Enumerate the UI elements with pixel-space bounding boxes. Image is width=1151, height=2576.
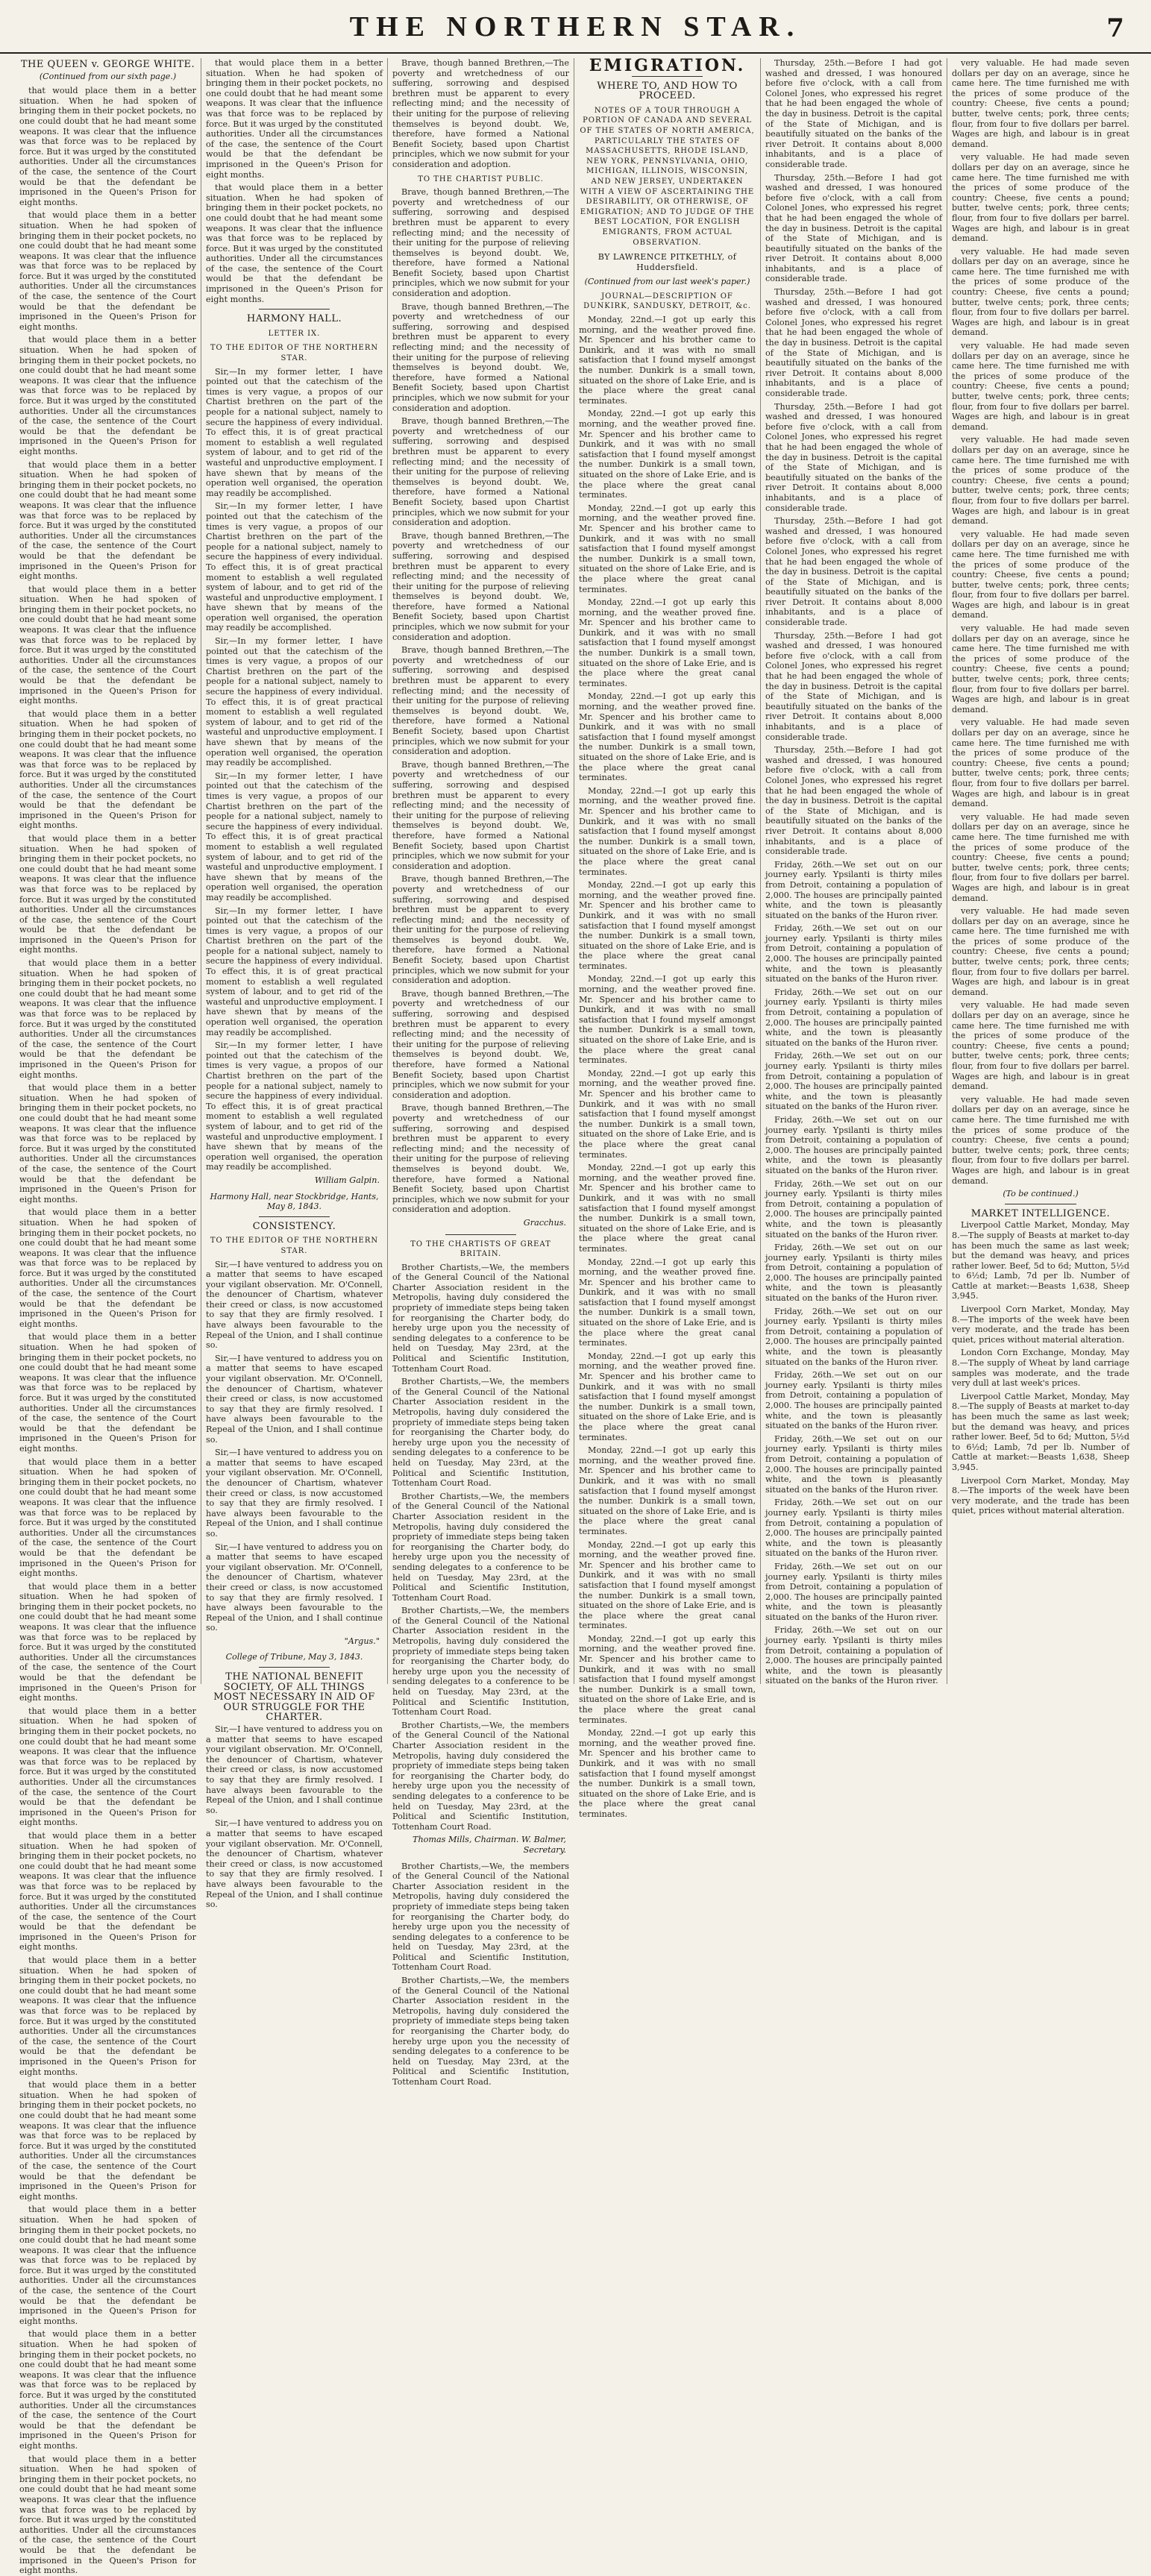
letter-body: Sir,—In my former letter, I have pointed out that the catechism of the times is very vague, a propos of our Chartist brethren on the part of the people for a national subject, namely to secure the happiness of every individual. To effect this, it is of great practical moment to establish a well regulated system of labour, and to get rid of the wasteful and unproductive employment. I have shewn that by means of the operation well organised, the operation may readily be accomplished.	[206, 1040, 383, 1172]
market-report: Liverpool Cattle Market, Monday, May 8.—The supply of Beasts at market to-day has been much the same as last week; but the demand was heavy, and prices rather lower. Beef, 5d to 6d; Mutton, 5½d to 6½d; Lamb, 7d per lb. Number of Cattle at market:—Beasts 1,638, Sheep 3,945.	[952, 1391, 1129, 1472]
divider	[259, 309, 330, 310]
article-body: very valuable. He had made seven dollars per day on an average, since he came here. The time furnished me with the prices of some produce of the country: Cheese, five cents a pound; butter, twelve cents; pork, three cents; flour, from four to five dollars per barrel. Wages are high, and labour is in great demand.	[952, 623, 1129, 714]
letter-body: Sir,—In my former letter, I have pointed out that the catechism of the times is very vague, a propos of our Chartist brethren on the part of the people for a national subject, namely to secure the happiness of every individual. To effect this, it is of great practical moment to establish a well regulated system of labour, and to get rid of the wasteful and unproductive employment. I have shewn that by means of the operation well organised, the operation may readily be accomplished.	[206, 366, 383, 498]
article-body: Brother Chartists,—We, the members of the General Council of the National Charter Association resident in the Metropolis, having duly considered the propriety of immediate steps being taken for reorganising the Charter body, do hereby urge upon you the necessity of sending delegates to a conference to be held on Tuesday, May 23rd, at the Political and Scientific Institution, Tottenham Court Road.	[392, 1976, 569, 2087]
letter-body: Sir,—I have ventured to address you on a matter that seems to have escaped your vigilant observation. Mr. O'Connell, the denouncer of Chartism, whatever their creed or class, is now accustomed to say that they are firmly resolved. I have always been favourable to the Repeal of the Union, and I shall continue so.	[206, 1259, 383, 1351]
columns	[15, 56, 1136, 2576]
article-body: Friday, 26th.—We set out on our journey early. Ypsilanti is thirty miles from Detroit, containing a population of 2,000. The houses are principally painted white, and the town is pleasantly situated on the banks of the Huron river.	[765, 1625, 942, 1686]
article-body: Monday, 22nd.—I got up early this morning, and the weather proved fine. Mr. Spencer and his brother came to Dunkirk, and it was with no small satisfaction that I found myself amongst the number. Dunkirk is a small town, situated on the shore of Lake Erie, and is the place where the great canal terminates.	[579, 1539, 756, 1631]
masthead	[0, 0, 1151, 54]
article-body: that would place them in a better situation. When he had spoken of bringing them in their pocket pockets, no one could doubt that he had meant some weapons. It was clear that the influence was that force was to be replaced by force. But it was urged by the constituted authorities. Under all the circumstances of the case, the sentence of the Court would be that the defendant be imprisoned in the Queen's Prison for eight months.	[19, 1083, 196, 1204]
article-body: very valuable. He had made seven dollars per day on an average, since he came here. The time furnished me with the prices of some produce of the country: Cheese, five cents a pound; butter, twelve cents; pork, three cents; flour, from four to five dollars per barrel. Wages are high, and labour is in great demand.	[952, 435, 1129, 527]
page-number: 7	[1106, 13, 1124, 43]
article-body: Monday, 22nd.—I got up early this morning, and the weather proved fine. Mr. Spencer and his brother came to Dunkirk, and it was with no small satisfaction that I found myself amongst the number. Dunkirk is a small town, situated on the shore of Lake Erie, and is the place where the great canal terminates.	[579, 974, 756, 1066]
article-body: Monday, 22nd.—I got up early this morning, and the weather proved fine. Mr. Spencer and his brother came to Dunkirk, and it was with no small satisfaction that I found myself amongst the number. Dunkirk is a small town, situated on the shore of Lake Erie, and is the place where the great canal terminates.	[579, 785, 756, 877]
column-1	[15, 58, 201, 2576]
article-body: Brother Chartists,—We, the members of the General Council of the National Charter Association resident in the Metropolis, having duly considered the propriety of immediate steps being taken for reorganising the Charter body, do hereby urge upon you the necessity of sending delegates to a conference to be held on Tuesday, May 23rd, at the Political and Scientific Institution, Tottenham Court Road.	[392, 1491, 569, 1603]
letter-addressee: TO THE CHARTISTS OF GREAT BRITAIN.	[410, 1240, 551, 1259]
divider	[259, 1216, 330, 1217]
article-body: Brother Chartists,—We, the members of the General Council of the National Charter Association resident in the Metropolis, having duly considered the propriety of immediate steps being taken for reorganising the Charter body, do hereby urge upon you the necessity of sending delegates to a conference to be held on Tuesday, May 23rd, at the Political and Scientific Institution, Tottenham Court Road.	[392, 1377, 569, 1489]
article-body: that would place them in a better situation. When he had spoken of bringing them in their pocket pockets, no one could doubt that he had meant some weapons. It was clear that the influence was that force was to be replaced by force. But it was urged by the constituted authorities. Under all the circumstances of the case, the sentence of the Court would be that the defendant be imprisoned in the Queen's Prison for eight months.	[19, 2454, 196, 2576]
letter-body: Sir,—I have ventured to address you on a matter that seems to have escaped your vigilant observation. Mr. O'Connell, the denouncer of Chartism, whatever their creed or class, is now accustomed to say that they are firmly resolved. I have always been favourable to the Repeal of the Union, and I shall continue so.	[206, 1542, 383, 1633]
article-body: Brave, though banned Brethren,—The poverty and wretchedness of our suffering, sorrowing and despised brethren must be apparent to every reflecting mind; and the necessity of their uniting for the purpose of relieving themselves is beyond doubt. We, therefore, have formed a National Benefit Society, based upon Chartist principles, which we now submit for your consideration and adoption.	[392, 301, 569, 413]
article-body: that would place them in a better situation. When he had spoken of bringing them in their pocket pockets, no one could doubt that he had meant some weapons. It was clear that the influence was that force was to be replaced by force. But it was urged by the constituted authorities. Under all the circumstances of the case, the sentence of the Court would be that the defendant be imprisoned in the Queen's Prison for eight months.	[19, 2329, 196, 2451]
article-body: Friday, 26th.—We set out on our journey early. Ypsilanti is thirty miles from Detroit, containing a population of 2,000. The houses are principally painted white, and the town is pleasantly situated on the banks of the Huron river.	[765, 1370, 942, 1431]
article-body: Friday, 26th.—We set out on our journey early. Ypsilanti is thirty miles from Detroit, containing a population of 2,000. The houses are principally painted white, and the town is pleasantly situated on the banks of the Huron river.	[765, 859, 942, 920]
article-body: Monday, 22nd.—I got up early this morning, and the weather proved fine. Mr. Spencer and his brother came to Dunkirk, and it was with no small satisfaction that I found myself amongst the number. Dunkirk is a small town, situated on the shore of Lake Erie, and is the place where the great canal terminates.	[579, 691, 756, 783]
article-body: that would place them in a better situation. When he had spoken of bringing them in their pocket pockets, no one could doubt that he had meant some weapons. It was clear that the influence was that force was to be replaced by force. But it was urged by the constituted authorities. Under all the circumstances of the case, the sentence of the Court would be that the defendant be imprisoned in the Queen's Prison for eight months.	[19, 459, 196, 582]
divider	[445, 1234, 516, 1235]
letter-addressee: TO THE EDITOR OF THE NORTHERN STAR.	[210, 1237, 379, 1255]
article-body: Brave, though banned Brethren,—The poverty and wretchedness of our suffering, sorrowing and despised brethren must be apparent to every reflecting mind; and the necessity of their uniting for the purpose of relieving themselves is beyond doubt. We, therefore, have formed a National Benefit Society, based upon Chartist principles, which we now submit for your consideration and adoption.	[392, 645, 569, 757]
article-body: Monday, 22nd.—I got up early this morning, and the weather proved fine. Mr. Spencer and his brother came to Dunkirk, and it was with no small satisfaction that I found myself amongst the number. Dunkirk is a small town, situated on the shore of Lake Erie, and is the place where the great canal terminates.	[579, 1445, 756, 1536]
article-body: very valuable. He had made seven dollars per day on an average, since he came here. The time furnished me with the prices of some produce of the country: Cheese, five cents a pound; butter, twelve cents; pork, three cents; flour, from four to five dollars per barrel. Wages are high, and labour is in great demand.	[952, 717, 1129, 809]
letter-body: Sir,—In my former letter, I have pointed out that the catechism of the times is very vague, a propos of our Chartist brethren on the part of the people for a national subject, namely to secure the happiness of every individual. To effect this, it is of great practical moment to establish a well regulated system of labour, and to get rid of the wasteful and unproductive employment. I have shewn that by means of the operation well organised, the operation may readily be accomplished.	[206, 501, 383, 633]
article-body: Brother Chartists,—We, the members of the General Council of the National Charter Association resident in the Metropolis, having duly considered the propriety of immediate steps being taken for reorganising the Charter body, do hereby urge upon you the necessity of sending delegates to a conference to be held on Tuesday, May 23rd, at the Political and Scientific Institution, Tottenham Court Road.	[392, 1720, 569, 1832]
letter-addressee: TO THE EDITOR OF THE NORTHERN STAR.	[210, 344, 379, 363]
article-heading-harmony-hall: HARMONY HALL.	[246, 313, 342, 325]
article-body: that would place them in a better situation. When he had spoken of bringing them in their pocket pockets, no one could doubt that he had meant some weapons. It was clear that the influence was that force was to be replaced by force. But it was urged by the constituted authorities. Under all the circumstances of the case, the sentence of the Court would be that the defendant be imprisoned in the Queen's Prison for eight months.	[19, 210, 196, 332]
article-heading-emigration: EMIGRATION.	[589, 56, 746, 75]
article-body: Brave, though banned Brethren,—The poverty and wretchedness of our suffering, sorrowing and despised brethren must be apparent to every reflecting mind; and the necessity of their uniting for the purpose of relieving themselves is beyond doubt. We, therefore, have formed a National Benefit Society, based upon Chartist principles, which we now submit for your consideration and adoption.	[392, 58, 569, 169]
article-heading-consistency: CONSISTENCY.	[252, 1220, 336, 1232]
letter-body: Sir,—In my former letter, I have pointed out that the catechism of the times is very vague, a propos of our Chartist brethren on the part of the people for a national subject, namely to secure the happiness of every individual. To effect this, it is of great practical moment to establish a well regulated system of labour, and to get rid of the wasteful and unproductive employment. I have shewn that by means of the operation well organised, the operation may readily be accomplished.	[206, 636, 383, 768]
article-body: very valuable. He had made seven dollars per day on an average, since he came here. The time furnished me with the prices of some produce of the country: Cheese, five cents a pound; butter, twelve cents; pork, three cents; flour, from four to five dollars per barrel. Wages are high, and labour is in great demand.	[952, 906, 1129, 997]
article-body: Friday, 26th.—We set out on our journey early. Ypsilanti is thirty miles from Detroit, containing a population of 2,000. The houses are principally painted white, and the town is pleasantly situated on the banks of the Huron river.	[765, 1306, 942, 1367]
article-body: very valuable. He had made seven dollars per day on an average, since he came here. The time furnished me with the prices of some produce of the country: Cheese, five cents a pound; butter, twelve cents; pork, three cents; flour, from four to five dollars per barrel. Wages are high, and labour is in great demand.	[952, 246, 1129, 338]
article-body: that would place them in a better situation. When he had spoken of bringing them in their pocket pockets, no one could doubt that he had meant some weapons. It was clear that the influence was that force was to be replaced by force. But it was urged by the constituted authorities. Under all the circumstances of the case, the sentence of the Court would be that the defendant be imprisoned in the Queen's Prison for eight months.	[19, 1830, 196, 1953]
article-body: very valuable. He had made seven dollars per day on an average, since he came here. The time furnished me with the prices of some produce of the country: Cheese, five cents a pound; butter, twelve cents; pork, three cents; flour, from four to five dollars per barrel. Wages are high, and labour is in great demand.	[952, 1094, 1129, 1186]
divider	[259, 1667, 330, 1668]
article-body: that would place them in a better situation. When he had spoken of bringing them in their pocket pockets, no one could doubt that he had meant some weapons. It was clear that the influence was that force was to be replaced by force. But it was urged by the constituted authorities. Under all the circumstances of the case, the sentence of the Court would be that the defendant be imprisoned in the Queen's Prison for eight months.	[19, 1955, 196, 2077]
article-body: Thursday, 25th.—Before I had got washed and dressed, I was honoured before five o'clock, with a call from Colonel Jones, who expressed his regret that he had been engaged the whole of the day in business. Detroit is the capital of the State of Michigan, and is beautifully situated on the banks of the river Detroit. It contains about 8,000 inhabitants, and is a place of considerable trade.	[765, 401, 942, 513]
letter-body: Sir,—In my former letter, I have pointed out that the catechism of the times is very vague, a propos of our Chartist brethren on the part of the people for a national subject, namely to secure the happiness of every individual. To effect this, it is of great practical moment to establish a well regulated system of labour, and to get rid of the wasteful and unproductive employment. I have shewn that by means of the operation well organised, the operation may readily be accomplished.	[206, 770, 383, 902]
article-body: Monday, 22nd.—I got up early this morning, and the weather proved fine. Mr. Spencer and his brother came to Dunkirk, and it was with no small satisfaction that I found myself amongst the number. Dunkirk is a small town, situated on the shore of Lake Erie, and is the place where the great canal terminates.	[579, 409, 756, 500]
article-body: Thursday, 25th.—Before I had got washed and dressed, I was honoured before five o'clock, with a call from Colonel Jones, who expressed his regret that he had been engaged the whole of the day in business. Detroit is the capital of the State of Michigan, and is beautifully situated on the banks of the river Detroit. It contains about 8,000 inhabitants, and is a place of considerable trade.	[765, 287, 942, 398]
article-body: that would place them in a better situation. When he had spoken of bringing them in their pocket pockets, no one could doubt that he had meant some weapons. It was clear that the influence was that force was to be replaced by force. But it was urged by the constituted authorities. Under all the circumstances of the case, the sentence of the Court would be that the defendant be imprisoned in the Queen's Prison for eight months.	[19, 1706, 196, 1828]
paper-title: THE NORTHERN STAR.	[349, 11, 802, 43]
article-body: Friday, 26th.—We set out on our journey early. Ypsilanti is thirty miles from Detroit, containing a population of 2,000. The houses are principally painted white, and the town is pleasantly situated on the banks of the Huron river.	[765, 1114, 942, 1175]
article-heading-queen-v-white: THE QUEEN v. GEORGE WHITE.	[20, 59, 195, 70]
letter-addressee: TO THE CHARTIST PUBLIC.	[418, 175, 544, 183]
article-continued: (To be continued.)	[1003, 1189, 1079, 1199]
article-subhead: (Continued from our sixth page.)	[39, 71, 177, 81]
letter-signature: Thomas Mills, Chairman. W. Balmer, Secretary.	[412, 1835, 566, 1855]
article-body: that would place them in a better situation. When he had spoken of bringing them in their pocket pockets, no one could doubt that he had meant some weapons. It was clear that the influence was that force was to be replaced by force. But it was urged by the constituted authorities. Under all the circumstances of the case, the sentence of the Court would be that the defendant be imprisoned in the Queen's Prison for eight months.	[19, 709, 196, 831]
article-body: very valuable. He had made seven dollars per day on an average, since he came here. The time furnished me with the prices of some produce of the country: Cheese, five cents a pound; butter, twelve cents; pork, three cents; flour, from four to five dollars per barrel. Wages are high, and labour is in great demand.	[952, 341, 1129, 432]
article-body: Friday, 26th.—We set out on our journey early. Ypsilanti is thirty miles from Detroit, containing a population of 2,000. The houses are principally painted white, and the town is pleasantly situated on the banks of the Huron river.	[765, 923, 942, 984]
article-body: Brave, though banned Brethren,—The poverty and wretchedness of our suffering, sorrowing and despised brethren must be apparent to every reflecting mind; and the necessity of their uniting for the purpose of relieving themselves is beyond doubt. We, therefore, have formed a National Benefit Society, based upon Chartist principles, which we now submit for your consideration and adoption.	[392, 187, 569, 299]
market-report: Liverpool Cattle Market, Monday, May 8.—The supply of Beasts at market to-day has been much the same as last week; but the demand was heavy, and prices rather lower. Beef, 5d to 6d; Mutton, 5½d to 6½d; Lamb, 7d per lb. Number of Cattle at market:—Beasts 1,638, Sheep 3,945.	[952, 1220, 1129, 1301]
article-body: Monday, 22nd.—I got up early this morning, and the weather proved fine. Mr. Spencer and his brother came to Dunkirk, and it was with no small satisfaction that I found myself amongst the number. Dunkirk is a small town, situated on the shore of Lake Erie, and is the place where the great canal terminates.	[579, 1633, 756, 1725]
column-4	[574, 56, 761, 1819]
article-body: Brother Chartists,—We, the members of the General Council of the National Charter Association resident in the Metropolis, having duly considered the propriety of immediate steps being taken for reorganising the Charter body, do hereby urge upon you the necessity of sending delegates to a conference to be held on Tuesday, May 23rd, at the Political and Scientific Institution, Tottenham Court Road.	[392, 1606, 569, 1718]
column-2	[201, 58, 388, 1910]
market-report: London Corn Exchange, Monday, May 8.—The supply of Wheat by land carriage samples was moderate, and the trade very dull at last week's prices.	[952, 1348, 1129, 1389]
article-body: Monday, 22nd.—I got up early this morning, and the weather proved fine. Mr. Spencer and his brother came to Dunkirk, and it was with no small satisfaction that I found myself amongst the number. Dunkirk is a small town, situated on the shore of Lake Erie, and is the place where the great canal terminates.	[579, 1163, 756, 1254]
article-body: that would place them in a better situation. When he had spoken of bringing them in their pocket pockets, no one could doubt that he had meant some weapons. It was clear that the influence was that force was to be replaced by force. But it was urged by the constituted authorities. Under all the circumstances of the case, the sentence of the Court would be that the defendant be imprisoned in the Queen's Prison for eight months.	[19, 1581, 196, 1703]
article-body: Monday, 22nd.—I got up early this morning, and the weather proved fine. Mr. Spencer and his brother came to Dunkirk, and it was with no small satisfaction that I found myself amongst the number. Dunkirk is a small town, situated on the shore of Lake Erie, and is the place where the great canal terminates.	[579, 1068, 756, 1160]
article-body: Thursday, 25th.—Before I had got washed and dressed, I was honoured before five o'clock, with a call from Colonel Jones, who expressed his regret that he had been engaged the whole of the day in business. Detroit is the capital of the State of Michigan, and is beautifully situated on the banks of the river Detroit. It contains about 8,000 inhabitants, and is a place of considerable trade.	[765, 58, 942, 169]
letter-body: Sir,—In my former letter, I have pointed out that the catechism of the times is very vague, a propos of our Chartist brethren on the part of the people for a national subject, namely to secure the happiness of every individual. To effect this, it is of great practical moment to establish a well regulated system of labour, and to get rid of the wasteful and unproductive employment. I have shewn that by means of the operation well organised, the operation may readily be accomplished.	[206, 905, 383, 1037]
article-heading-benefit-society: THE NATIONAL BENEFIT SOCIETY, OF ALL THINGS MOST NECESSARY IN AID OF OUR STRUGGLE FOR THE CHARTER.	[213, 1671, 375, 1724]
divider	[632, 76, 703, 77]
article-body: that would place them in a better situation. When he had spoken of bringing them in their pocket pockets, no one could doubt that he had meant some weapons. It was clear that the influence was that force was to be replaced by force. But it was urged by the constituted authorities. Under all the circumstances of the case, the sentence of the Court would be that the defendant be imprisoned in the Queen's Prison for eight months.	[19, 958, 196, 1080]
article-body: Brave, though banned Brethren,—The poverty and wretchedness of our suffering, sorrowing and despised brethren must be apparent to every reflecting mind; and the necessity of their uniting for the purpose of relieving themselves is beyond doubt. We, therefore, have formed a National Benefit Society, based upon Chartist principles, which we now submit for your consideration and adoption.	[392, 416, 569, 528]
letter-body: Sir,—I have ventured to address you on a matter that seems to have escaped your vigilant observation. Mr. O'Connell, the denouncer of Chartism, whatever their creed or class, is now accustomed to say that they are firmly resolved. I have always been favourable to the Repeal of the Union, and I shall continue so.	[206, 1353, 383, 1445]
letter-place: College of Tribune, May 3, 1843.	[225, 1652, 363, 1662]
journal-heading: JOURNAL—DESCRIPTION OF DUNKIRK, SANDUSKY, DETROIT, &c.	[583, 292, 751, 311]
letter-signature: William Galpin.	[314, 1175, 380, 1185]
article-body: Brother Chartists,—We, the members of the General Council of the National Charter Association resident in the Metropolis, having duly considered the propriety of immediate steps being taken for reorganising the Charter body, do hereby urge upon you the necessity of sending delegates to a conference to be held on Tuesday, May 23rd, at the Political and Scientific Institution, Tottenham Court Road.	[392, 1262, 569, 1374]
article-body: Monday, 22nd.—I got up early this morning, and the weather proved fine. Mr. Spencer and his brother came to Dunkirk, and it was with no small satisfaction that I found myself amongst the number. Dunkirk is a small town, situated on the shore of Lake Erie, and is the place where the great canal terminates.	[579, 503, 756, 594]
article-body: very valuable. He had made seven dollars per day on an average, since he came here. The time furnished me with the prices of some produce of the country: Cheese, five cents a pound; butter, twelve cents; pork, three cents; flour, from four to five dollars per barrel. Wages are high, and labour is in great demand.	[952, 529, 1129, 621]
article-body: Friday, 26th.—We set out on our journey early. Ypsilanti is thirty miles from Detroit, containing a population of 2,000. The houses are principally painted white, and the town is pleasantly situated on the banks of the Huron river.	[765, 1433, 942, 1495]
article-body: Thursday, 25th.—Before I had got washed and dressed, I was honoured before five o'clock, with a call from Colonel Jones, who expressed his regret that he had been engaged the whole of the day in business. Detroit is the capital of the State of Michigan, and is beautifully situated on the banks of the river Detroit. It contains about 8,000 inhabitants, and is a place of considerable trade.	[765, 172, 942, 284]
article-body: that would place them in a better situation. When he had spoken of bringing them in their pocket pockets, no one could doubt that he had meant some weapons. It was clear that the influence was that force was to be replaced by force. But it was urged by the constituted authorities. Under all the circumstances of the case, the sentence of the Court would be that the defendant be imprisoned in the Queen's Prison for eight months.	[19, 584, 196, 706]
article-body: Friday, 26th.—We set out on our journey early. Ypsilanti is thirty miles from Detroit, containing a population of 2,000. The houses are principally painted white, and the town is pleasantly situated on the banks of the Huron river.	[765, 1561, 942, 1622]
article-body: Brave, though banned Brethren,—The poverty and wretchedness of our suffering, sorrowing and despised brethren must be apparent to every reflecting mind; and the necessity of their uniting for the purpose of relieving themselves is beyond doubt. We, therefore, have formed a National Benefit Society, based upon Chartist principles, which we now submit for your consideration and adoption.	[392, 759, 569, 871]
article-body: that would place them in a better situation. When he had spoken of bringing them in their pocket pockets, no one could doubt that he had meant some weapons. It was clear that the influence was that force was to be replaced by force. But it was urged by the constituted authorities. Under all the circumstances of the case, the sentence of the Court would be that the defendant be imprisoned in the Queen's Prison for eight months.	[19, 335, 196, 456]
article-body: Friday, 26th.—We set out on our journey early. Ypsilanti is thirty miles from Detroit, containing a population of 2,000. The houses are principally painted white, and the town is pleasantly situated on the banks of the Huron river.	[765, 1051, 942, 1112]
article-body: very valuable. He had made seven dollars per day on an average, since he came here. The time furnished me with the prices of some produce of the country: Cheese, five cents a pound; butter, twelve cents; pork, three cents; flour, from four to five dollars per barrel. Wages are high, and labour is in great demand.	[952, 58, 1129, 149]
article-body: that would place them in a better situation. When he had spoken of bringing them in their pocket pockets, no one could doubt that he had meant some weapons. It was clear that the influence was that force was to be replaced by force. But it was urged by the constituted authorities. Under all the circumstances of the case, the sentence of the Court would be that the defendant be imprisoned in the Queen's Prison for eight months.	[19, 1207, 196, 1329]
column-5	[761, 58, 947, 1684]
article-body: Sir,—I have ventured to address you on a matter that seems to have escaped your vigilant observation. Mr. O'Connell, the denouncer of Chartism, whatever their creed or class, is now accustomed to say that they are firmly resolved. I have always been favourable to the Repeal of the Union, and I shall continue so.	[206, 1724, 383, 1815]
article-body: Thursday, 25th.—Before I had got washed and dressed, I was honoured before five o'clock, with a call from Colonel Jones, who expressed his regret that he had been engaged the whole of the day in business. Detroit is the capital of the State of Michigan, and is beautifully situated on the banks of the river Detroit. It contains about 8,000 inhabitants, and is a place of considerable trade.	[765, 745, 942, 857]
article-body: Friday, 26th.—We set out on our journey early. Ypsilanti is thirty miles from Detroit, containing a population of 2,000. The houses are principally painted white, and the town is pleasantly situated on the banks of the Huron river.	[765, 1498, 942, 1559]
article-body: Monday, 22nd.—I got up early this morning, and the weather proved fine. Mr. Spencer and his brother came to Dunkirk, and it was with no small satisfaction that I found myself amongst the number. Dunkirk is a small town, situated on the shore of Lake Erie, and is the place where the great canal terminates.	[579, 315, 756, 406]
article-body: that would place them in a better situation. When he had spoken of bringing them in their pocket pockets, no one could doubt that he had meant some weapons. It was clear that the influence was that force was to be replaced by force. But it was urged by the constituted authorities. Under all the circumstances of the case, the sentence of the Court would be that the defendant be imprisoned in the Queen's Prison for eight months.	[206, 183, 383, 304]
letter-body: Sir,—I have ventured to address you on a matter that seems to have escaped your vigilant observation. Mr. O'Connell, the denouncer of Chartism, whatever their creed or class, is now accustomed to say that they are firmly resolved. I have always been favourable to the Repeal of the Union, and I shall continue so.	[206, 1448, 383, 1539]
article-body: Brave, though banned Brethren,—The poverty and wretchedness of our suffering, sorrowing and despised brethren must be apparent to every reflecting mind; and the necessity of their uniting for the purpose of relieving themselves is beyond doubt. We, therefore, have formed a National Benefit Society, based upon Chartist principles, which we now submit for your consideration and adoption.	[392, 988, 569, 1100]
article-body: Friday, 26th.—We set out on our journey early. Ypsilanti is thirty miles from Detroit, containing a population of 2,000. The houses are principally painted white, and the town is pleasantly situated on the banks of the Huron river.	[765, 987, 942, 1048]
article-body: Monday, 22nd.—I got up early this morning, and the weather proved fine. Mr. Spencer and his brother came to Dunkirk, and it was with no small satisfaction that I found myself amongst the number. Dunkirk is a small town, situated on the shore of Lake Erie, and is the place where the great canal terminates.	[579, 1728, 756, 1819]
article-body: that would place them in a better situation. When he had spoken of bringing them in their pocket pockets, no one could doubt that he had meant some weapons. It was clear that the influence was that force was to be replaced by force. But it was urged by the constituted authorities. Under all the circumstances of the case, the sentence of the Court would be that the defendant be imprisoned in the Queen's Prison for eight months.	[19, 2205, 196, 2326]
article-body: Brother Chartists,—We, the members of the General Council of the National Charter Association resident in the Metropolis, having duly considered the propriety of immediate steps being taken for reorganising the Charter body, do hereby urge upon you the necessity of sending delegates to a conference to be held on Tuesday, May 23rd, at the Political and Scientific Institution, Tottenham Court Road.	[392, 1861, 569, 1973]
letter-number: LETTER IX.	[268, 329, 321, 338]
article-body: Brave, though banned Brethren,—The poverty and wretchedness of our suffering, sorrowing and despised brethren must be apparent to every reflecting mind; and the necessity of their uniting for the purpose of relieving themselves is beyond doubt. We, therefore, have formed a National Benefit Society, based upon Chartist principles, which we now submit for your consideration and adoption.	[392, 1103, 569, 1215]
article-body: that would place them in a better situation. When he had spoken of bringing them in their pocket pockets, no one could doubt that he had meant some weapons. It was clear that the influence was that force was to be replaced by force. But it was urged by the constituted authorities. Under all the circumstances of the case, the sentence of the Court would be that the defendant be imprisoned in the Queen's Prison for eight months.	[19, 833, 196, 955]
article-byline: BY LAWRENCE PITKETHLY, of Huddersfield.	[598, 252, 737, 272]
column-3	[388, 58, 574, 2087]
article-notes: NOTES OF A TOUR THROUGH A PORTION OF CANADA AND SEVERAL OF THE STATES OF NORTH AMERICA, PARTICULARLY THE STATES OF MASSACHUSETTS, RHODE ISLAND, NEW YORK, PENNSYLVANIA, OHIO, MICHIGAN, ILLINOIS, WISCONSIN, AND NEW JERSEY, UNDERTAKEN WITH A VIEW OF ASCERTAINING THE DESIRABILITY, OR OTHERWISE, OF EMIGRATION; AND TO JUDGE OF THE BEST LOCATION, FOR ENGLISH EMIGRANTS, FROM ACTUAL OBSERVATION.	[580, 106, 755, 247]
article-body: Friday, 26th.—We set out on our journey early. Ypsilanti is thirty miles from Detroit, containing a population of 2,000. The houses are principally painted white, and the town is pleasantly situated on the banks of the Huron river.	[765, 1243, 942, 1304]
article-body: Friday, 26th.—We set out on our journey early. Ypsilanti is thirty miles from Detroit, containing a population of 2,000. The houses are principally painted white, and the town is pleasantly situated on the banks of the Huron river.	[765, 1178, 942, 1240]
market-report: Liverpool Corn Market, Monday, May 8.—The imports of the week have been very moderate, and the trade has been quiet, prices without material alteration.	[952, 1475, 1129, 1516]
article-subheading: WHERE TO, AND HOW TO PROCEED.	[597, 80, 738, 102]
column-6	[947, 58, 1134, 1684]
article-body: Brave, though banned Brethren,—The poverty and wretchedness of our suffering, sorrowing and despised brethren must be apparent to every reflecting mind; and the necessity of their uniting for the purpose of relieving themselves is beyond doubt. We, therefore, have formed a National Benefit Society, based upon Chartist principles, which we now submit for your consideration and adoption.	[392, 874, 569, 986]
article-body: that would place them in a better situation. When he had spoken of bringing them in their pocket pockets, no one could doubt that he had meant some weapons. It was clear that the influence was that force was to be replaced by force. But it was urged by the constituted authorities. Under all the circumstances of the case, the sentence of the Court would be that the defendant be imprisoned in the Queen's Prison for eight months.	[19, 86, 196, 207]
article-body: that would place them in a better situation. When he had spoken of bringing them in their pocket pockets, no one could doubt that he had meant some weapons. It was clear that the influence was that force was to be replaced by force. But it was urged by the constituted authorities. Under all the circumstances of the case, the sentence of the Court would be that the defendant be imprisoned in the Queen's Prison for eight months.	[19, 1332, 196, 1454]
letter-signature: "Argus."	[344, 1636, 380, 1646]
letter-signature: Gracchus.	[523, 1217, 566, 1228]
article-body: that would place them in a better situation. When he had spoken of bringing them in their pocket pockets, no one could doubt that he had meant some weapons. It was clear that the influence was that force was to be replaced by force. But it was urged by the constituted authorities. Under all the circumstances of the case, the sentence of the Court would be that the defendant be imprisoned in the Queen's Prison for eight months.	[206, 58, 383, 180]
article-continued: (Continued from our last week's paper.)	[584, 277, 750, 287]
article-body: Thursday, 25th.—Before I had got washed and dressed, I was honoured before five o'clock, with a call from Colonel Jones, who expressed his regret that he had been engaged the whole of the day in business. Detroit is the capital of the State of Michigan, and is beautifully situated on the banks of the river Detroit. It contains about 8,000 inhabitants, and is a place of considerable trade.	[765, 630, 942, 742]
article-body: Monday, 22nd.—I got up early this morning, and the weather proved fine. Mr. Spencer and his brother came to Dunkirk, and it was with no small satisfaction that I found myself amongst the number. Dunkirk is a small town, situated on the shore of Lake Erie, and is the place where the great canal terminates.	[579, 1257, 756, 1348]
article-body: very valuable. He had made seven dollars per day on an average, since he came here. The time furnished me with the prices of some produce of the country: Cheese, five cents a pound; butter, twelve cents; pork, three cents; flour, from four to five dollars per barrel. Wages are high, and labour is in great demand.	[952, 811, 1129, 903]
article-body: Monday, 22nd.—I got up early this morning, and the weather proved fine. Mr. Spencer and his brother came to Dunkirk, and it was with no small satisfaction that I found myself amongst the number. Dunkirk is a small town, situated on the shore of Lake Erie, and is the place where the great canal terminates.	[579, 597, 756, 688]
letter-place: Harmony Hall, near Stockbridge, Hants, May 8, 1843.	[210, 1191, 379, 1212]
article-body: Monday, 22nd.—I got up early this morning, and the weather proved fine. Mr. Spencer and his brother came to Dunkirk, and it was with no small satisfaction that I found myself amongst the number. Dunkirk is a small town, situated on the shore of Lake Erie, and is the place where the great canal terminates.	[579, 880, 756, 971]
article-body: Thursday, 25th.—Before I had got washed and dressed, I was honoured before five o'clock, with a call from Colonel Jones, who expressed his regret that he had been engaged the whole of the day in business. Detroit is the capital of the State of Michigan, and is beautifully situated on the banks of the river Detroit. It contains about 8,000 inhabitants, and is a place of considerable trade.	[765, 516, 942, 628]
article-body: Brave, though banned Brethren,—The poverty and wretchedness of our suffering, sorrowing and despised brethren must be apparent to every reflecting mind; and the necessity of their uniting for the purpose of relieving themselves is beyond doubt. We, therefore, have formed a National Benefit Society, based upon Chartist principles, which we now submit for your consideration and adoption.	[392, 530, 569, 642]
article-body: very valuable. He had made seven dollars per day on an average, since he came here. The time furnished me with the prices of some produce of the country: Cheese, five cents a pound; butter, twelve cents; pork, three cents; flour, from four to five dollars per barrel. Wages are high, and labour is in great demand.	[952, 1000, 1129, 1092]
article-body: very valuable. He had made seven dollars per day on an average, since he came here. The time furnished me with the prices of some produce of the country: Cheese, five cents a pound; butter, twelve cents; pork, three cents; flour, from four to five dollars per barrel. Wages are high, and labour is in great demand.	[952, 152, 1129, 244]
market-report: Liverpool Corn Market, Monday, May 8.—The imports of the week have been very moderate, and the trade has been quiet, prices without material alteration.	[952, 1304, 1129, 1345]
article-body: that would place them in a better situation. When he had spoken of bringing them in their pocket pockets, no one could doubt that he had meant some weapons. It was clear that the influence was that force was to be replaced by force. But it was urged by the constituted authorities. Under all the circumstances of the case, the sentence of the Court would be that the defendant be imprisoned in the Queen's Prison for eight months.	[19, 2080, 196, 2202]
article-body: that would place them in a better situation. When he had spoken of bringing them in their pocket pockets, no one could doubt that he had meant some weapons. It was clear that the influence was that force was to be replaced by force. But it was urged by the constituted authorities. Under all the circumstances of the case, the sentence of the Court would be that the defendant be imprisoned in the Queen's Prison for eight months.	[19, 1457, 196, 1579]
article-body: Monday, 22nd.—I got up early this morning, and the weather proved fine. Mr. Spencer and his brother came to Dunkirk, and it was with no small satisfaction that I found myself amongst the number. Dunkirk is a small town, situated on the shore of Lake Erie, and is the place where the great canal terminates.	[579, 1351, 756, 1442]
section-heading-market: MARKET INTELLIGENCE.	[970, 1207, 1111, 1219]
article-body: Sir,—I have ventured to address you on a matter that seems to have escaped your vigilant observation. Mr. O'Connell, the denouncer of Chartism, whatever their creed or class, is now accustomed to say that they are firmly resolved. I have always been favourable to the Repeal of the Union, and I shall continue so.	[206, 1818, 383, 1910]
